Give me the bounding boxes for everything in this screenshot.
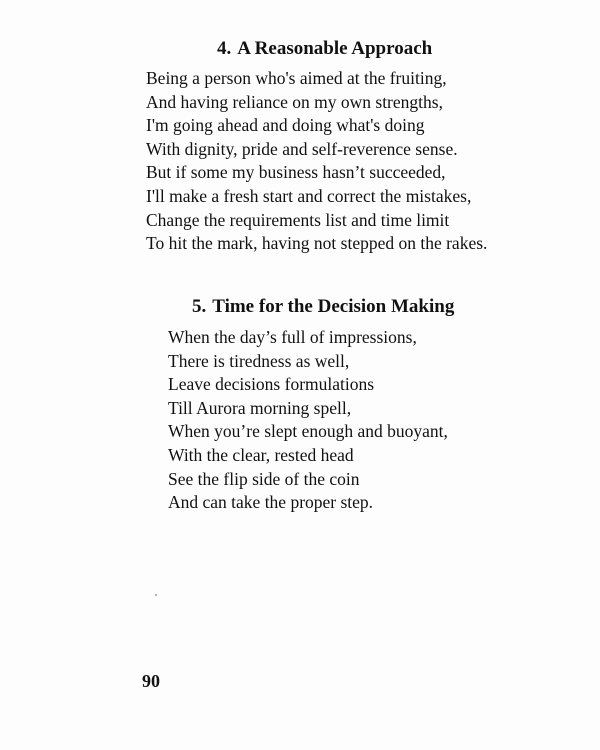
poem-line: And having reliance on my own strengths, bbox=[146, 91, 443, 112]
paper-speck bbox=[155, 594, 157, 596]
poem-line: Leave decisions formulations bbox=[168, 374, 375, 395]
poem-line: To hit the mark, having not stepped on the rakes. bbox=[146, 233, 488, 254]
poem-line: But if some my business hasn’t succeeded, bbox=[146, 162, 446, 183]
poem-line: Till Aurora morning spell, bbox=[168, 397, 352, 418]
poem-5-stanza bbox=[168, 326, 448, 515]
poem-5-number: 5. bbox=[192, 296, 207, 317]
poem-line: With the clear, rested head bbox=[168, 444, 354, 465]
poem-4-title bbox=[217, 38, 432, 60]
poem-line: And can take the proper step. bbox=[168, 492, 374, 513]
poem-line: With dignity, pride and self-reverence sense. bbox=[146, 138, 458, 159]
poem-line: I'm going ahead and doing what's doing bbox=[146, 115, 425, 136]
poem-line: When the day’s full of impressions, bbox=[168, 327, 417, 347]
poem-line: When you’re slept enough and buoyant, bbox=[168, 421, 448, 442]
page-number: 90 bbox=[142, 671, 160, 691]
poem-4-stanza bbox=[146, 67, 487, 256]
poem-4-number: 4. bbox=[217, 38, 232, 59]
poem-line: There is tiredness as well, bbox=[168, 350, 350, 371]
poem-4-title-text: A Reasonable Approach bbox=[237, 38, 433, 59]
poem-line: I'll make a fresh start and correct the mistakes, bbox=[146, 185, 472, 206]
poem-5-title bbox=[192, 296, 454, 318]
poem-line: Change the requirements list and time limit bbox=[146, 209, 450, 230]
poem-line: See the flip side of the coin bbox=[168, 468, 360, 489]
poem-line: Being a person who's aimed at the fruiting, bbox=[146, 68, 447, 88]
poem-5-title-text: Time for the Decision Making bbox=[212, 296, 455, 317]
